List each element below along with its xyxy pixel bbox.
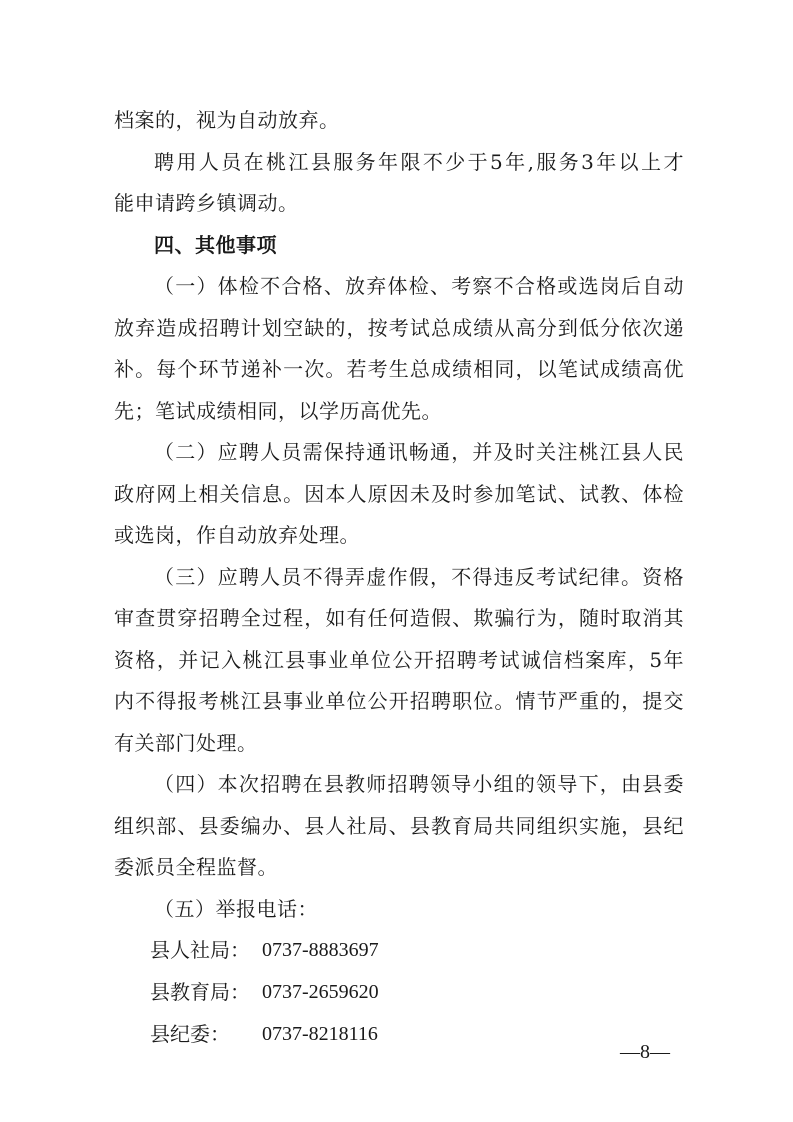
- contact-phone: 0737-8883697: [262, 939, 379, 961]
- item-four-line: （四）本次招聘在县教师招聘领导小组的领导下，由县委: [154, 772, 684, 796]
- item-four-line: 委派员全程监督。: [114, 855, 278, 879]
- item-two-line: 政府网上相关信息。因本人原因未及时参加笔试、试教、体检: [114, 482, 684, 506]
- paragraph-service-term-line: 能申请跨乡镇调动。: [114, 191, 299, 215]
- contact-phone: 0737-2659620: [262, 981, 379, 1003]
- item-three-line: 资格，并记入桃江县事业单位公开招聘考试诚信档案库，5年: [114, 648, 684, 672]
- item-three-line: （三）应聘人员不得弄虚作假，不得违反考试纪律。资格: [154, 565, 684, 589]
- item-one-line: 放弃造成招聘计划空缺的，按考试总成绩从高分到低分依次递: [114, 316, 684, 340]
- paragraph-continuation: 档案的，视为自动放弃。: [114, 108, 340, 132]
- item-one-line: 补。每个环节递补一次。若考生总成绩相同，以笔试成绩高优: [114, 357, 684, 381]
- contact-label: 县人社局：: [150, 938, 250, 962]
- hotline-heading: （五）举报电话：: [154, 897, 318, 921]
- item-three-line: 审查贯穿招聘全过程，如有任何造假、欺骗行为，随时取消其: [114, 606, 684, 630]
- contact-phone: 0737-8218116: [262, 1023, 378, 1045]
- item-two-line: 或选岗，作自动放弃处理。: [114, 523, 360, 547]
- page-number: —8—: [620, 1041, 670, 1063]
- item-four-line: 组织部、县委编办、县人社局、县教育局共同组织实施，县纪: [114, 814, 684, 838]
- item-one-line: （一）体检不合格、放弃体检、考察不合格或选岗后自动: [154, 274, 684, 298]
- contact-label: 县教育局：: [150, 980, 250, 1004]
- paragraph-service-term-line: 聘用人员在桃江县服务年限不少于5年,服务3年以上才: [154, 150, 684, 174]
- contact-label: 县纪委：: [150, 1022, 230, 1046]
- item-one-line: 先；笔试成绩相同，以学历高优先。: [114, 399, 442, 423]
- item-two-line: （二）应聘人员需保持通讯畅通，并及时关注桃江县人民: [154, 440, 684, 464]
- item-three-line: 有关部门处理。: [114, 731, 258, 755]
- item-three-line: 内不得报考桃江县事业单位公开招聘职位。情节严重的，提交: [114, 689, 684, 713]
- section-heading: 四、其他事项: [154, 233, 277, 257]
